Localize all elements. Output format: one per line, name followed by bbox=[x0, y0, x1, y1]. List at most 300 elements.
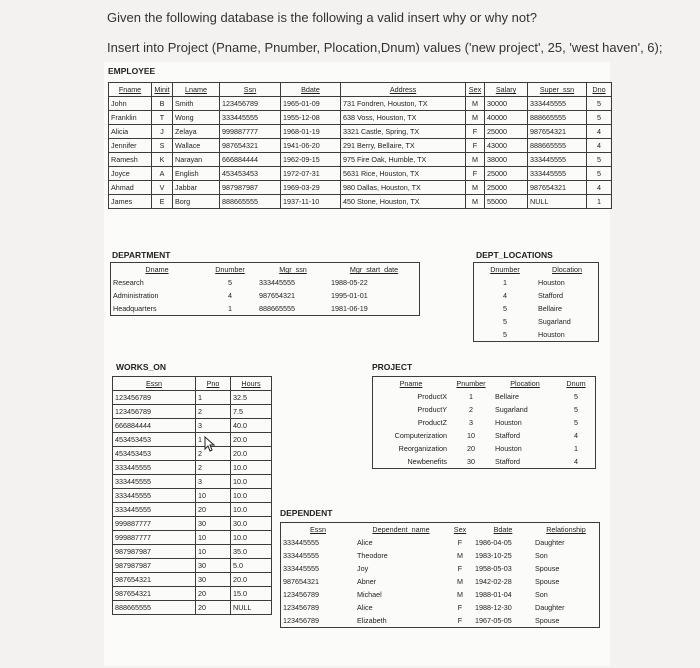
table-cell: 20 bbox=[196, 503, 231, 517]
table-cell: 123456789 bbox=[113, 405, 196, 419]
column-header: Sex bbox=[466, 83, 485, 97]
table-cell: Ahmad bbox=[109, 181, 152, 195]
table-cell: 1942-02-28 bbox=[475, 577, 512, 586]
table-cell: 25000 bbox=[485, 181, 528, 195]
table-row bbox=[109, 125, 612, 139]
table-cell: 30 bbox=[196, 559, 231, 573]
table-cell: Daughter bbox=[535, 538, 565, 547]
table-cell: 999887777 bbox=[113, 517, 196, 531]
table-row bbox=[281, 562, 599, 575]
table-cell: 20.0 bbox=[231, 573, 272, 587]
table-row bbox=[109, 167, 612, 181]
table-cell: John bbox=[109, 97, 152, 111]
table-cell: 30 bbox=[467, 457, 475, 466]
table-cell: 40000 bbox=[485, 111, 528, 125]
table-cell: M bbox=[466, 181, 485, 195]
column-header: Fname bbox=[109, 83, 152, 97]
dependent-title: DEPENDENT bbox=[280, 508, 333, 518]
table-cell: 333445555 bbox=[283, 551, 319, 560]
table-cell: 1988-12-30 bbox=[475, 603, 512, 612]
table-cell: F bbox=[457, 616, 463, 625]
question-line-2: Insert into Project (Pname, Pnumber, Plocation,Dnum) values ('new project', 25, 'west haven', 6); bbox=[107, 40, 663, 55]
table-row bbox=[109, 97, 612, 111]
table-cell: 25000 bbox=[485, 167, 528, 181]
table-cell: 10.0 bbox=[231, 503, 272, 517]
column-header: Hours bbox=[231, 377, 272, 391]
table-cell: Theodore bbox=[357, 551, 388, 560]
table-cell: 453453453 bbox=[113, 447, 196, 461]
column-header: Relationship bbox=[546, 525, 586, 534]
table-cell: 987987987 bbox=[113, 545, 196, 559]
table-cell: 731 Fondren, Houston, TX bbox=[341, 97, 466, 111]
table-cell: 5.0 bbox=[231, 559, 272, 573]
table-row bbox=[474, 315, 598, 328]
table-cell: 1988-01-04 bbox=[475, 590, 512, 599]
table-cell: F bbox=[457, 564, 463, 573]
table-cell: Spouse bbox=[535, 564, 560, 573]
table-cell: 5 bbox=[587, 111, 612, 125]
table-cell: Research bbox=[113, 278, 144, 287]
table-cell: 999887777 bbox=[113, 531, 196, 545]
table-cell: Jennifer bbox=[109, 139, 152, 153]
table-cell: Joy bbox=[357, 564, 369, 573]
table-row bbox=[281, 575, 599, 588]
column-header: Pname bbox=[399, 379, 423, 388]
table-cell: 987987987 bbox=[113, 559, 196, 573]
table-cell: 1995-01-01 bbox=[331, 291, 368, 300]
table-cell: 1 bbox=[574, 444, 578, 453]
table-cell: 980 Dallas, Houston, TX bbox=[341, 181, 466, 195]
table-cell: 3321 Castle, Spring, TX bbox=[341, 125, 466, 139]
table-cell: 450 Stone, Houston, TX bbox=[341, 195, 466, 209]
table-cell: 1972-07-31 bbox=[281, 167, 341, 181]
table-cell: 1986-04-05 bbox=[475, 538, 512, 547]
table-cell: 10.0 bbox=[231, 489, 272, 503]
table-cell: Stafford bbox=[495, 431, 521, 440]
table-cell: 10 bbox=[196, 489, 231, 503]
table-cell: Wallace bbox=[173, 139, 220, 153]
table-cell: 987987987 bbox=[220, 181, 281, 195]
employee-title: EMPLOYEE bbox=[108, 66, 156, 76]
table-cell: 5 bbox=[574, 418, 578, 427]
table-cell: Son bbox=[535, 590, 548, 599]
table-cell: 291 Berry, Bellaire, TX bbox=[341, 139, 466, 153]
table-cell: 1941-06-20 bbox=[281, 139, 341, 153]
table-cell: 123456789 bbox=[220, 97, 281, 111]
project-table bbox=[373, 377, 595, 468]
table-cell: 4 bbox=[574, 431, 578, 440]
table-cell: Elizabeth bbox=[357, 616, 387, 625]
table-cell: M bbox=[457, 551, 463, 560]
table-cell: 333445555 bbox=[113, 503, 196, 517]
table-row bbox=[113, 475, 272, 489]
table-row bbox=[113, 461, 272, 475]
table-cell: 30.0 bbox=[231, 517, 272, 531]
table-row bbox=[113, 405, 272, 419]
table-cell: 1937-11-10 bbox=[281, 195, 341, 209]
table-cell: 987654321 bbox=[113, 573, 196, 587]
table-cell: 888665555 bbox=[259, 304, 295, 313]
table-cell: NULL bbox=[231, 601, 272, 615]
mouse-cursor-icon bbox=[204, 436, 216, 452]
table-cell: 2 bbox=[196, 405, 231, 419]
table-cell: Houston bbox=[538, 330, 565, 339]
table-cell: 4 bbox=[574, 457, 578, 466]
table-row bbox=[474, 302, 598, 315]
table-cell: 1 bbox=[587, 195, 612, 209]
column-header: Salary bbox=[485, 83, 528, 97]
table-cell: Son bbox=[535, 551, 548, 560]
table-cell: 1981-06-19 bbox=[331, 304, 368, 313]
table-row bbox=[373, 416, 595, 429]
table-cell: 15.0 bbox=[231, 587, 272, 601]
dept-locations-table bbox=[474, 263, 598, 341]
department-table bbox=[111, 263, 419, 315]
table-cell: 638 Voss, Houston, TX bbox=[341, 111, 466, 125]
table-cell: V bbox=[152, 181, 173, 195]
table-cell: Abner bbox=[357, 577, 377, 586]
table-cell: ProductZ bbox=[417, 418, 447, 427]
table-cell: 5 bbox=[587, 167, 612, 181]
table-cell: 333445555 bbox=[283, 538, 319, 547]
column-header: Bdate bbox=[493, 525, 513, 534]
works-on-header-row bbox=[113, 377, 272, 391]
table-cell: 20 bbox=[467, 444, 475, 453]
dept-locations-title: DEPT_LOCATIONS bbox=[476, 250, 553, 260]
table-cell: 3 bbox=[196, 475, 231, 489]
table-cell: 5 bbox=[503, 304, 507, 313]
table-cell: Bellaire bbox=[538, 304, 562, 313]
table-cell: 1 bbox=[196, 391, 231, 405]
table-row bbox=[113, 419, 272, 433]
table-cell: 32.5 bbox=[231, 391, 272, 405]
table-cell: NULL bbox=[528, 195, 587, 209]
table-cell: Wong bbox=[173, 111, 220, 125]
table-cell: 4 bbox=[587, 181, 612, 195]
table-cell: Houston bbox=[495, 418, 522, 427]
table-row bbox=[113, 573, 272, 587]
table-cell: 1969-03-29 bbox=[281, 181, 341, 195]
table-cell: 987654321 bbox=[283, 577, 319, 586]
table-cell: F bbox=[466, 139, 485, 153]
table-cell: 1958-05-03 bbox=[475, 564, 512, 573]
column-header: Address bbox=[341, 83, 466, 97]
table-row bbox=[113, 447, 272, 461]
table-cell: Daughter bbox=[535, 603, 565, 612]
table-row bbox=[113, 489, 272, 503]
department-header-row bbox=[111, 263, 419, 276]
table-cell: 333445555 bbox=[220, 111, 281, 125]
column-header: Lname bbox=[173, 83, 220, 97]
table-cell: K bbox=[152, 153, 173, 167]
table-cell: 43000 bbox=[485, 139, 528, 153]
table-row bbox=[281, 601, 599, 614]
table-cell: 3 bbox=[469, 418, 473, 427]
table-cell: James bbox=[109, 195, 152, 209]
table-cell: 987654321 bbox=[220, 139, 281, 153]
table-cell: Administration bbox=[113, 291, 159, 300]
table-cell: 5 bbox=[503, 317, 507, 326]
works-on-title: WORKS_ON bbox=[116, 362, 167, 372]
column-header: Sex bbox=[453, 525, 467, 534]
table-cell: 1968-01-19 bbox=[281, 125, 341, 139]
table-cell: Stafford bbox=[538, 291, 564, 300]
table-row bbox=[373, 403, 595, 416]
table-cell: 1962-09-15 bbox=[281, 153, 341, 167]
table-cell: 666884444 bbox=[220, 153, 281, 167]
table-cell: 20 bbox=[196, 587, 231, 601]
table-cell: ProductY bbox=[417, 405, 447, 414]
table-cell: F bbox=[457, 603, 463, 612]
table-cell: 5 bbox=[587, 97, 612, 111]
table-cell: 1 bbox=[196, 433, 231, 447]
table-cell: M bbox=[457, 577, 463, 586]
table-row bbox=[111, 289, 419, 302]
table-cell: 30000 bbox=[485, 97, 528, 111]
table-cell: 1955-12-08 bbox=[281, 111, 341, 125]
table-cell: Alice bbox=[357, 603, 373, 612]
table-row bbox=[474, 328, 598, 341]
table-cell: F bbox=[466, 167, 485, 181]
table-cell: Headquarters bbox=[113, 304, 157, 313]
table-cell: M bbox=[466, 153, 485, 167]
table-cell: 25000 bbox=[485, 125, 528, 139]
table-cell: 1988-05-22 bbox=[331, 278, 368, 287]
table-cell: E bbox=[152, 195, 173, 209]
dependent-table bbox=[281, 523, 599, 627]
table-row bbox=[113, 517, 272, 531]
table-cell: 10 bbox=[467, 431, 475, 440]
dept-locations-header-row bbox=[474, 263, 598, 276]
employee-header-row bbox=[109, 83, 612, 97]
table-cell: 55000 bbox=[485, 195, 528, 209]
table-cell: 333445555 bbox=[528, 153, 587, 167]
column-header: Dnumber bbox=[490, 265, 520, 274]
project-title: PROJECT bbox=[372, 362, 413, 372]
table-cell: 333445555 bbox=[283, 564, 319, 573]
project-header-row bbox=[373, 377, 595, 390]
table-cell: 333445555 bbox=[113, 461, 196, 475]
table-cell: Smith bbox=[173, 97, 220, 111]
table-cell: 987654321 bbox=[113, 587, 196, 601]
table-row bbox=[109, 139, 612, 153]
table-cell: 20.0 bbox=[231, 447, 272, 461]
table-cell: 5631 Rice, Houston, TX bbox=[341, 167, 466, 181]
table-cell: 20.0 bbox=[231, 433, 272, 447]
table-row bbox=[111, 302, 419, 315]
table-cell: 333445555 bbox=[113, 475, 196, 489]
table-row bbox=[281, 536, 599, 549]
column-header: Pnumber bbox=[456, 379, 486, 388]
table-cell: Alicia bbox=[109, 125, 152, 139]
table-row bbox=[111, 276, 419, 289]
table-cell: Spouse bbox=[535, 577, 560, 586]
column-header: Dlocation bbox=[552, 265, 582, 274]
table-cell: 987654321 bbox=[528, 181, 587, 195]
table-cell: 35.0 bbox=[231, 545, 272, 559]
table-cell: Joyce bbox=[109, 167, 152, 181]
column-header: Dno bbox=[587, 83, 612, 97]
table-row bbox=[113, 503, 272, 517]
table-cell: 888665555 bbox=[113, 601, 196, 615]
table-cell: Spouse bbox=[535, 616, 560, 625]
table-row bbox=[281, 614, 599, 627]
table-cell: M bbox=[457, 590, 463, 599]
table-cell: F bbox=[466, 125, 485, 139]
table-cell: Newbenefits bbox=[407, 457, 447, 466]
table-row bbox=[281, 549, 599, 562]
table-cell: 975 Fire Oak, Humble, TX bbox=[341, 153, 466, 167]
table-cell: 1 bbox=[469, 392, 473, 401]
table-cell: 10.0 bbox=[231, 461, 272, 475]
table-row bbox=[109, 195, 612, 209]
table-cell: 1983-10-25 bbox=[475, 551, 512, 560]
table-cell: Stafford bbox=[495, 457, 521, 466]
table-row bbox=[373, 442, 595, 455]
question-line-1: Given the following database is the following a valid insert why or why not? bbox=[107, 10, 537, 25]
table-cell: 1 bbox=[228, 304, 232, 313]
table-cell: 4 bbox=[503, 291, 507, 300]
table-cell: M bbox=[466, 195, 485, 209]
table-cell: 10.0 bbox=[231, 475, 272, 489]
table-cell: ProductX bbox=[417, 392, 447, 401]
table-cell: 2 bbox=[469, 405, 473, 414]
table-cell: 30 bbox=[196, 573, 231, 587]
table-cell: 10.0 bbox=[231, 531, 272, 545]
table-cell: 888665555 bbox=[220, 195, 281, 209]
table-cell: Borg bbox=[173, 195, 220, 209]
table-cell: 123456789 bbox=[283, 603, 319, 612]
table-cell: 7.5 bbox=[231, 405, 272, 419]
table-row bbox=[113, 531, 272, 545]
table-cell: 10 bbox=[196, 531, 231, 545]
table-cell: 999887777 bbox=[220, 125, 281, 139]
table-cell: Sugarland bbox=[495, 405, 528, 414]
table-row bbox=[113, 433, 272, 447]
table-row bbox=[113, 545, 272, 559]
table-cell: M bbox=[466, 111, 485, 125]
table-row bbox=[281, 588, 599, 601]
table-cell: Alice bbox=[357, 538, 373, 547]
table-cell: 38000 bbox=[485, 153, 528, 167]
column-header: Minit bbox=[152, 83, 173, 97]
column-header: Essn bbox=[310, 525, 326, 534]
table-cell: 123456789 bbox=[113, 391, 196, 405]
table-cell: 333445555 bbox=[259, 278, 295, 287]
column-header: Plocation bbox=[510, 379, 540, 388]
table-row bbox=[373, 429, 595, 442]
column-header: Bdate bbox=[281, 83, 341, 97]
table-cell: Houston bbox=[495, 444, 522, 453]
table-cell: 4 bbox=[228, 291, 232, 300]
table-cell: 10 bbox=[196, 545, 231, 559]
table-cell: Jabbar bbox=[173, 181, 220, 195]
table-cell: Bellaire bbox=[495, 392, 519, 401]
table-cell: 30 bbox=[196, 517, 231, 531]
column-header: Dnumber bbox=[215, 265, 245, 274]
column-header: Ssn bbox=[220, 83, 281, 97]
table-cell: Zelaya bbox=[173, 125, 220, 139]
column-header: Mgr_start_date bbox=[349, 265, 399, 274]
table-cell: J bbox=[152, 125, 173, 139]
table-cell: 5 bbox=[503, 330, 507, 339]
table-cell: 453453453 bbox=[220, 167, 281, 181]
table-row bbox=[113, 559, 272, 573]
column-header: Dnum bbox=[566, 379, 586, 388]
table-cell: T bbox=[152, 111, 173, 125]
table-cell: 453453453 bbox=[113, 433, 196, 447]
column-header: Dname bbox=[145, 265, 169, 274]
table-cell: 888665555 bbox=[528, 111, 587, 125]
table-cell: 5 bbox=[587, 153, 612, 167]
table-cell: 333445555 bbox=[113, 489, 196, 503]
table-cell: 987654321 bbox=[259, 291, 295, 300]
table-row bbox=[109, 111, 612, 125]
table-row bbox=[109, 153, 612, 167]
table-row bbox=[474, 289, 598, 302]
table-cell: 5 bbox=[574, 392, 578, 401]
column-header: Super_ssn bbox=[528, 83, 587, 97]
table-cell: 5 bbox=[574, 405, 578, 414]
table-cell: Ramesh bbox=[109, 153, 152, 167]
table-cell: Houston bbox=[538, 278, 565, 287]
table-cell: 5 bbox=[228, 278, 232, 287]
table-cell: 3 bbox=[196, 419, 231, 433]
table-cell: English bbox=[173, 167, 220, 181]
table-cell: 1 bbox=[503, 278, 507, 287]
table-cell: 4 bbox=[587, 125, 612, 139]
column-header: Mgr_ssn bbox=[279, 265, 307, 274]
table-cell: Computerization bbox=[394, 431, 447, 440]
employee-table bbox=[108, 82, 612, 209]
table-cell: 123456789 bbox=[283, 590, 319, 599]
table-cell: Sugarland bbox=[538, 317, 571, 326]
table-row bbox=[474, 276, 598, 289]
table-cell: 888665555 bbox=[528, 139, 587, 153]
table-cell: M bbox=[466, 97, 485, 111]
table-cell: 2 bbox=[196, 461, 231, 475]
table-cell: B bbox=[152, 97, 173, 111]
table-cell: 4 bbox=[587, 139, 612, 153]
table-cell: F bbox=[457, 538, 463, 547]
table-cell: Reorganization bbox=[398, 444, 447, 453]
table-row bbox=[113, 601, 272, 615]
table-row bbox=[113, 587, 272, 601]
table-cell: 666884444 bbox=[113, 419, 196, 433]
table-cell: 20 bbox=[196, 601, 231, 615]
table-cell: 40.0 bbox=[231, 419, 272, 433]
table-cell: Michael bbox=[357, 590, 382, 599]
table-row bbox=[373, 390, 595, 403]
dependent-header-row bbox=[281, 523, 599, 536]
table-cell: 987654321 bbox=[528, 125, 587, 139]
table-row bbox=[109, 181, 612, 195]
table-cell: 1967-05-05 bbox=[475, 616, 512, 625]
column-header: Dependent_name bbox=[372, 525, 430, 534]
table-row bbox=[113, 391, 272, 405]
table-cell: 123456789 bbox=[283, 616, 319, 625]
table-cell: A bbox=[152, 167, 173, 181]
table-cell: 2 bbox=[196, 447, 231, 461]
works-on-table bbox=[112, 376, 272, 615]
table-cell: S bbox=[152, 139, 173, 153]
table-row bbox=[373, 455, 595, 468]
department-title: DEPARTMENT bbox=[112, 250, 171, 260]
table-cell: Franklin bbox=[109, 111, 152, 125]
table-cell: Narayan bbox=[173, 153, 220, 167]
table-cell: 333445555 bbox=[528, 97, 587, 111]
column-header: Essn bbox=[113, 377, 196, 391]
